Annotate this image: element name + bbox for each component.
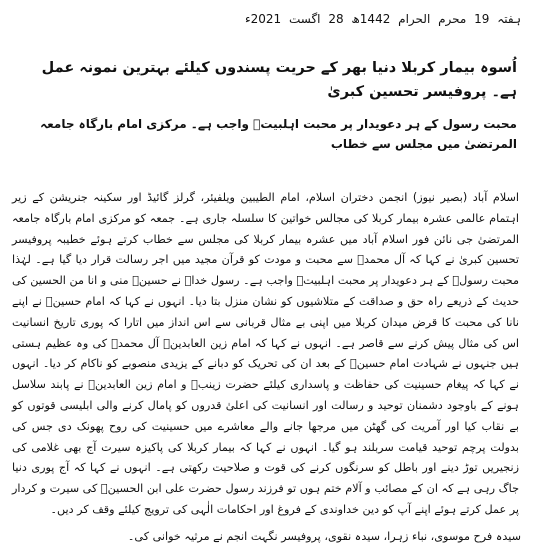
article-body: اسلام آباد (بصیر نیوز) انجمن دختران اسلام، امام الطیبین ویلفیئر، گرلز گائیڈ اور سکینہ جنریشن کے زیر اہتمام عالمی عشرہ بیمار کربلا کی مجالس خواتین کا سلسلہ جاری ہے۔ جمعہ کو مرکزی امام بارگاہ جامعہ المرتضیٰ جی نائن فور اسلام آباد میں عشرہ بیمار کربلا کی مجلس سے خطاب کرتے ہوئے خطیبہ پروفیسر تحسین کبریٰ نے کہا کہ آل محمدؐ سے محبت و مودت کو قرآن مجید میں اجر رسالت قرار دیا گیا ہے۔ لہٰذا محبت رسولؐ کے ہر دعویدار پر محبت اہلبیتؑ واجب ہے۔ رسول خداؐ نے حسینؑ منی و انا من الحسین کی حدیث کے ذریعے راہ حق و صداقت کے متلاشیوں کو نشان منزل بتا دیا۔ انہوں نے کہا کہ امام حسینؑ نے اپنے نانا کی محبت کا قرض میدان کربلا میں اپنی بے مثال قربانی سے اس انداز میں اتارا کہ پوری تاریخ انسانیت اس کی مثال پیش کرنے سے قاصر ہے۔ انہوں نے کہا کہ امام زین العابدینؑ آل محمدؐ کی وہ عظیم ہستی ہیں جنہوں نے شہادت امام حسینؑ کے بعد ان کی تحریک کو دبانے کے یزیدی منصوبے کو ناکام کر دیا۔ انہوں نے کہا کہ پیغام حسینیت کی حفاظت و پاسداری کیلئے حضرت زینبؑ و امام زین العابدینؑ نے پابند سلاسل ہونے کے باوجود دشمنان توحید و رسالت اور انسانیت کی اعلیٰ قدروں کو پامال کرنے والی ابلیسی قوتوں کو بے نقاب کیا اور آمریت کی گھٹن میں مرجھا جانے والے معاشرے میں حسینیت کی روح پھونک دی جس کی بدولت پرچم توحید قیامت سربلند ہو گیا۔ انہوں نے کہا کہ بیمار کربلا کی پاکیزہ سیرت آج بھی غلامی کی زنجیریں توڑ دینے اور باطل کو سرنگوں کرنے کی قوت و صلاحیت رکھتی ہے۔ انہوں نے کہا کہ آج پوری دنیا جاگ رہی ہے کہ ان کے مصائب و آلام ختم ہوں تو فرزند رسول حضرت علی ابن الحسینؑ کی سیرت و کردار پر عمل کرتے ہوئے اپنے آپ کو دین خداوندی کے فروغ اور احکامات الٰہی کی ترویج کیلئے وقف کر دیں۔ (12, 191, 519, 516)
headline: اُسوہ بیمار کربلا دنیا بھر کے حریت پسندوں کیلئے بہترین نمونہ عمل ہے۔ پروفیسر تحسین کبریٰ (41, 60, 517, 100)
dateline: ہفتہ 19 محرم الحرام 1442ھ 28 اگست 2021ء (244, 12, 521, 26)
subheadline: محبت رسول کے ہر دعویدار پر محبت اہلبیتؑ واجب ہے۔ مرکزی امام بارگاہ جامعہ المرتضیٰ میں مجلس سے خطاب (40, 117, 517, 151)
closing-line: سیدہ فرح موسوی، نباء زہرا، سیدہ نقوی، پروفیسر نگہت انجم نے مرثیہ خوانی کی۔ (127, 529, 521, 543)
